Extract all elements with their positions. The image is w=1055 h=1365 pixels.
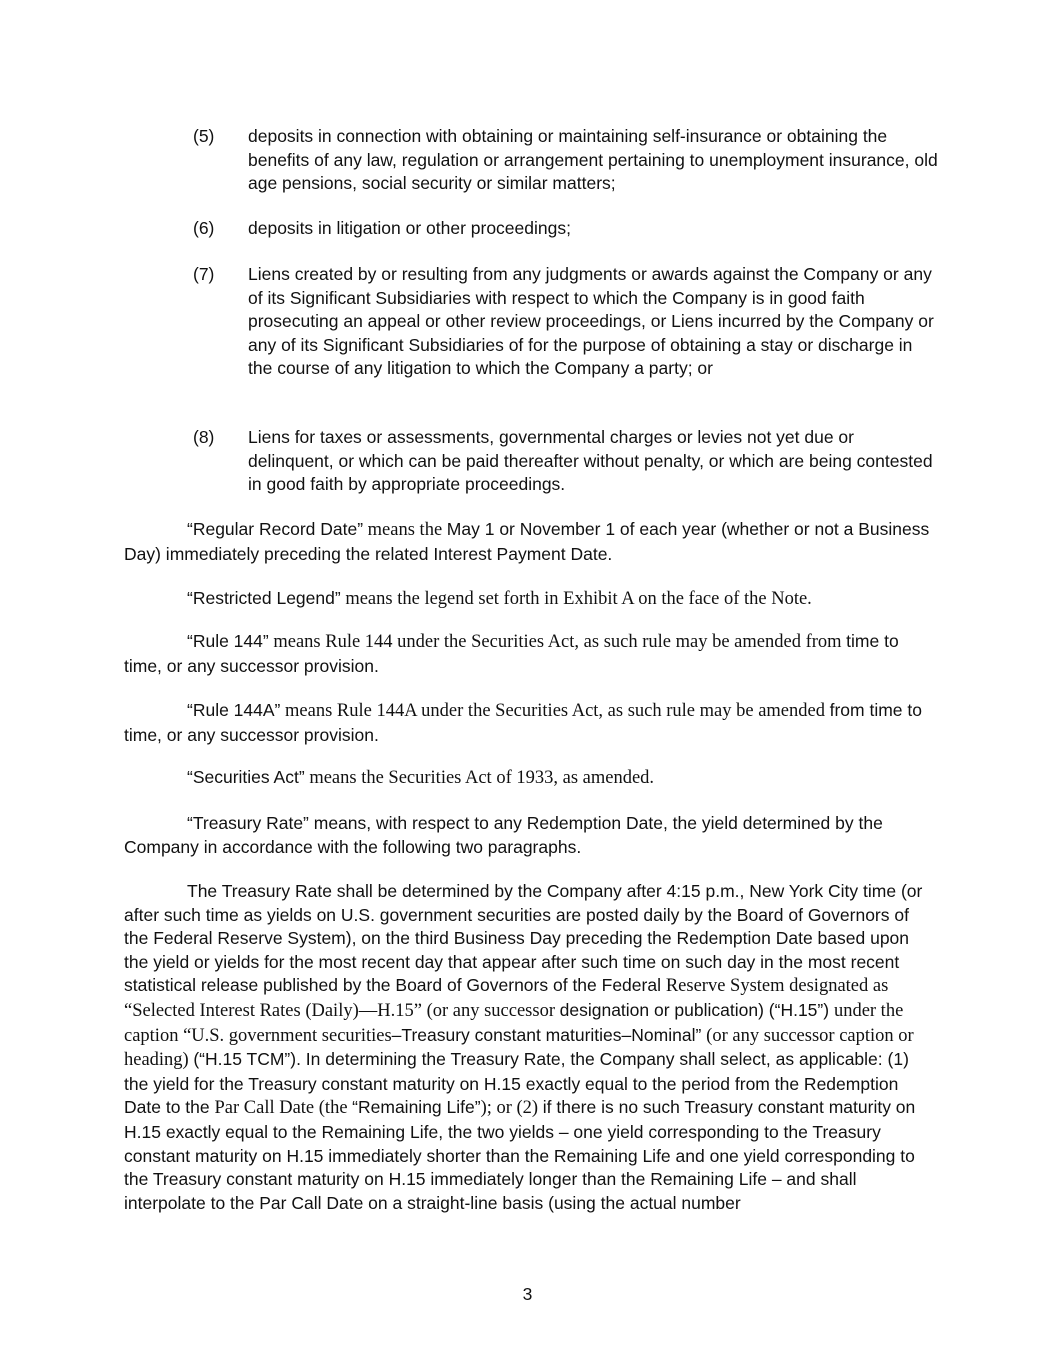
list-item-number: (5): [193, 126, 215, 146]
definition-body: means Rule 144 under the Securities Act, as such rule may be amended from: [268, 632, 847, 652]
list-item-text: deposits in litigation or other proceedings;: [248, 218, 571, 238]
defined-term: “Rule 144A”: [187, 700, 281, 720]
definition-rule-144a: [124, 699, 934, 747]
definition-body: means, with respect to any Redemption Date, the yield determined by the Company in accordance with the following two paragraphs.: [124, 813, 883, 857]
paragraph-text: (“H.15 TCM”). In determining the Treasury Rate, the Company shall select, as applicable: (1) the yield for the Treasury constant maturity on H.15 exactly equal to the period from the Redemption Date to the: [124, 1049, 909, 1118]
defined-term: “Treasury Rate”: [187, 813, 309, 833]
list-item-number: (8): [193, 427, 215, 447]
paragraph-text: designation or publication) (“H.15”): [559, 999, 834, 1020]
paragraph-text: The Treasury Rate shall be determined by the Company after 4:15 p.m., New York City time (or after such time as yields on U.S. government securities are posted daily by the Board of Governors of the Federal Reserve System), on the third Business Day preceding the Redemption Date based upon the yield or yields for the most recent day that appear after such time on such day in the most recent statistical release published by the Board of Governors of the Federal: [124, 881, 923, 996]
paragraph-text: (or any successor caption or heading): [124, 1025, 914, 1071]
paragraph-text: ); or (2): [480, 1098, 543, 1119]
definition-body: means the legend set forth in Exhibit A on the face of the Note.: [340, 589, 812, 609]
defined-term: “Restricted Legend”: [187, 588, 341, 608]
list-item-text: Liens for taxes or assessments, governmental charges or levies not yet due or delinquent, or which can be paid thereafter without penalty, or which are being contested in good faith by appropriate proceedings.: [248, 427, 933, 495]
definition-securities-act: [124, 766, 934, 791]
definition-tail: from time to time, or any successor provision.: [124, 700, 922, 745]
definition-body: means the Securities Act of 1933, as amended.: [304, 768, 655, 788]
list-item-number: (6): [193, 218, 215, 238]
definition-means: means the: [363, 520, 447, 540]
defined-term: “Regular Record Date”: [187, 519, 364, 539]
defined-term: “Remaining Life”: [352, 1097, 481, 1118]
definition-body: May 1 or November 1 of each year (whether or not a Business Day) immediately preceding the related Interest Payment Date.: [124, 519, 930, 564]
treasury-rate-paragraph: [124, 880, 934, 1215]
page-number: 3: [522, 1284, 533, 1304]
paragraph-text: under the caption “U.S. government securities: [124, 1000, 904, 1046]
list-item-number: (7): [193, 264, 215, 284]
paragraph-text: Par Call Date (the: [214, 1098, 353, 1119]
definition-regular-record-date: [124, 518, 934, 566]
paragraph-text: if there is no such Treasury constant maturity on H.15 exactly equal to the Remaining Life, the two yields – one yield corresponding to the Treasury constant maturity on H.15 immediately shorter than the Remaining Life and one yield corresponding to the Treasury constant maturity on H.15 immediately longer than the Remaining Life – and shall interpolate to the Par Call Date on a straight-line basis (using the actual number: [124, 1097, 916, 1213]
paragraph-text: Reserve System designated as “Selected Interest Rates (Daily)—H.15” (or any successor: [124, 976, 889, 1021]
definition-treasury-rate: [124, 812, 934, 859]
definition-tail: time to time, or any successor provision.: [124, 631, 899, 676]
defined-term: “Rule 144”: [187, 631, 269, 651]
defined-term: “Securities Act”: [187, 767, 305, 787]
list-item-text: deposits in connection with obtaining or maintaining self-insurance or obtaining the benefits of any law, regulation or arrangement pertaining to unemployment insurance, old age pensions, social security or similar matters;: [248, 126, 938, 194]
paragraph-text: –Treasury constant maturities–Nominal”: [391, 1024, 707, 1045]
definition-rule-144: [124, 630, 934, 678]
list-item-text: Liens created by or resulting from any judgments or awards against the Company or any of its Significant Subsidiaries with respect to which the Company is in good faith prosecuting an appeal or other review proceedings, or Liens incurred by the Company or any of its Significant Subsidiaries of for the purpose of obtaining a stay or discharge in the course of any litigation to which the Company a party; or: [248, 264, 934, 379]
definition-body: means Rule 144A under the Securities Act, as such rule may be amended: [280, 701, 830, 721]
definition-restricted-legend: [124, 587, 934, 612]
